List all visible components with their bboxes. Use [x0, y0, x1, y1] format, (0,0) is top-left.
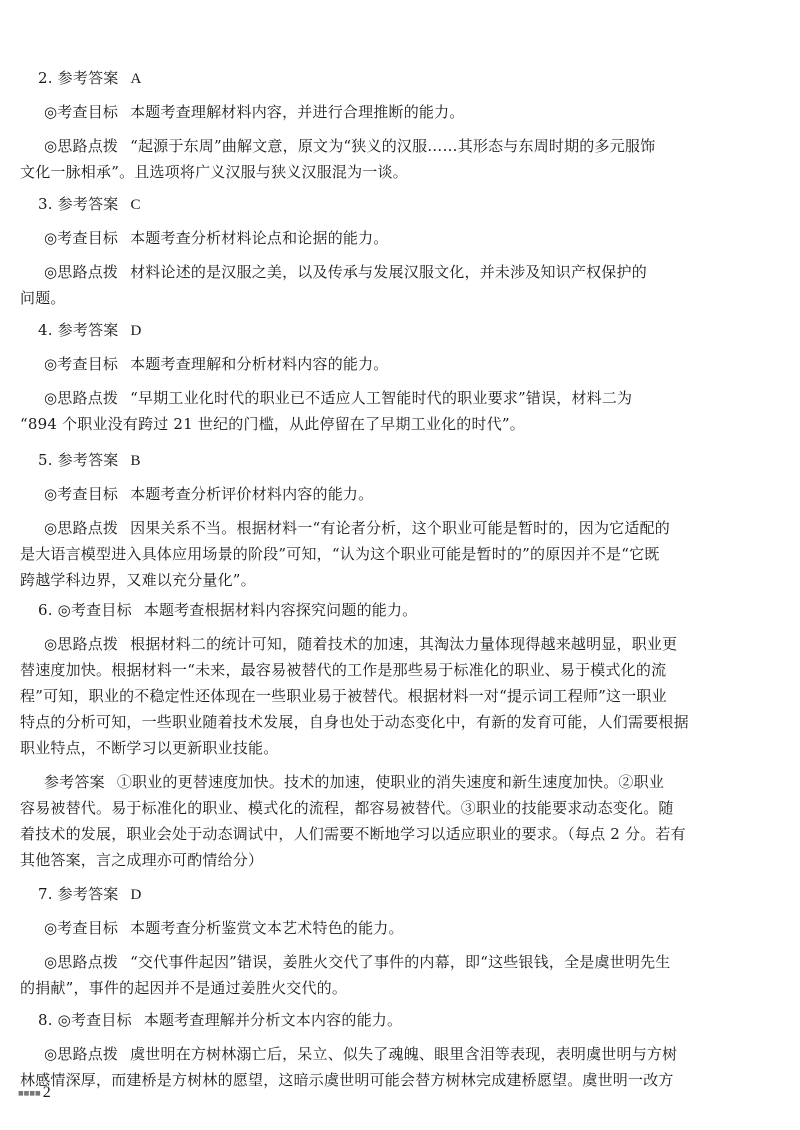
q3-goal-line [44, 228, 389, 248]
q2-answer-line [38, 68, 142, 89]
q5-hint-label: ◎思路点拨 [44, 519, 119, 537]
q4-head: 4. 参考答案 [38, 321, 119, 339]
q3-head: 3. 参考答案 [38, 195, 119, 213]
q5-goal-line [44, 484, 373, 504]
q6-hint-line [44, 634, 677, 654]
q8-hint-label: ◎思路点拨 [44, 1045, 119, 1063]
q6-answer-line [44, 772, 664, 792]
q7-hint-line [44, 952, 671, 972]
q7-hint-l1: “交代事件起因”错误，姜胜火交代了事件的内幕，即“这些银钱，全是虞世明先生 [130, 953, 671, 971]
q6-hint-l4: 特点的分析可知，一些职业随着技术发展，自身也处于动态变化中，有新的发育可能，人们需要根据 [20, 713, 689, 731]
q4-hint-label: ◎思路点拨 [44, 389, 119, 407]
q3-answer-line [38, 194, 141, 215]
q4-hint-l1: “早期工业化时代的职业已不适应人工智能时代的职业要求”错误，材料二为 [130, 389, 633, 407]
q5-hint-line [44, 518, 670, 538]
q5-goal: 本题考查分析评价材料内容的能力。 [130, 485, 374, 503]
q3-answer: C [130, 197, 141, 213]
q6-goal-line [38, 600, 417, 620]
q2-hint-l1: “起源于东周”曲解文意，原文为“狭义的汉服……其形态与东周时期的多元服饰 [130, 137, 656, 155]
q2-goal-label: ◎考查目标 [44, 103, 119, 121]
q4-hint-line [44, 388, 632, 408]
q6-ans-l3: 着技术的发展，职业会处于动态调试中，人们需要不断地学习以适应职业的要求。（每点 2 分。若有 [20, 825, 686, 843]
q6-hint-l1: 根据材料二的统计可知，随着技术的加速，其淘汰力量体现得越来越明显，职业更 [130, 635, 678, 653]
q6-hint-l3: 程”可知，职业的不稳定性还体现在一些职业易于被替代。根据材料一对“提示词工程师”这一职业 [20, 687, 667, 705]
q4-answer-line [38, 320, 142, 341]
q8-goal-line [38, 1010, 402, 1030]
q2-hint-l2: 文化一脉相承”。且选项将广义汉服与狭义汉服混为一谈。 [20, 163, 408, 181]
q5-head: 5. 参考答案 [38, 451, 119, 469]
q4-goal-line [44, 354, 389, 374]
q3-hint-l1: 材料论述的是汉服之美，以及传承与发展汉服文化，并未涉及知识产权保护的 [130, 263, 647, 281]
q3-goal: 本题考查分析材料论点和论据的能力。 [130, 229, 389, 247]
q3-goal-label: ◎考查目标 [44, 229, 119, 247]
q6-hint-l2: 替速度加快。根据材料一“未来，最容易被替代的工作是那些易于标准化的职业、易于模式化的流 [20, 661, 667, 679]
q6-head: 6. ◎考查目标 [38, 601, 132, 619]
q7-goal: 本题考查分析鉴赏文本艺术特色的能力。 [130, 919, 404, 937]
q7-goal-line [44, 918, 404, 938]
q5-answer: B [130, 453, 141, 469]
q2-answer: A [130, 71, 142, 87]
q3-hint-l2: 问题。 [20, 289, 66, 307]
q6-ans-label: 参考答案 [44, 773, 105, 791]
footer-mark: ■■■■ [18, 1089, 41, 1097]
q7-head: 7. 参考答案 [38, 885, 119, 903]
q5-hint-l3: 跨越学科边界，又难以充分量化”。 [20, 571, 256, 589]
q7-goal-label: ◎考查目标 [44, 919, 119, 937]
q7-hint-l2: 的捐献”，事件的起因并不是通过姜胜火交代的。 [20, 979, 348, 997]
q5-hint-l2: 是大语言模型进入具体应用场景的阶段”可知，“认为这个职业可能是暂时的”的原因并不是“它既 [20, 545, 660, 563]
q5-goal-label: ◎考查目标 [44, 485, 119, 503]
q7-hint-label: ◎思路点拨 [44, 953, 119, 971]
q8-hint-l1: 虞世明在方树林溺亡后，呆立、似失了魂魄、眼里含泪等表现，表明虞世明与方树 [130, 1045, 678, 1063]
q6-ans-l2: 容易被替代。易于标准化的职业、模式化的流程，都容易被替代。③职业的技能要求动态变化。随 [20, 799, 674, 817]
q5-answer-line [38, 450, 141, 471]
q8-head: 8. ◎考查目标 [38, 1011, 132, 1029]
q5-hint-l1: 因果关系不当。根据材料一“有论者分析，这个职业可能是暂时的，因为它适配的 [130, 519, 670, 537]
q6-ans-l4: 其他答案，言之成理亦可酌情给分） [20, 851, 264, 869]
q4-goal: 本题考查理解和分析材料内容的能力。 [130, 355, 389, 373]
q7-answer: D [130, 887, 142, 903]
q4-goal-label: ◎考查目标 [44, 355, 119, 373]
q6-hint-label: ◎思路点拨 [44, 635, 119, 653]
q3-hint-line [44, 262, 647, 282]
q3-hint-label: ◎思路点拨 [44, 263, 119, 281]
q8-hint-l2: 林感情深厚，而建桥是方树林的愿望，这暗示虞世明可能会替方树林完成建桥愿望。虞世明一改方 [20, 1071, 674, 1089]
q2-goal-line [44, 102, 465, 122]
q6-hint-l5: 职业特点，不断学习以更新职业技能。 [20, 739, 279, 757]
page-number-value: 2 [42, 1084, 51, 1101]
q7-answer-line [38, 884, 142, 905]
q6-ans-l1: ①职业的更替速度加快。技术的加速，使职业的消失速度和新生速度加快。②职业 [116, 773, 665, 791]
page-number [18, 1084, 51, 1102]
q8-goal: 本题考查理解并分析文本内容的能力。 [143, 1011, 403, 1029]
q2-goal: 本题考查理解材料内容，并进行合理推断的能力。 [130, 103, 465, 121]
q4-hint-l2: “894 个职业没有跨过 21 世纪的门槛，从此停留在了早期工业化的时代”。 [20, 415, 525, 433]
q2-hint-label: ◎思路点拨 [44, 137, 119, 155]
q6-goal: 本题考查根据材料内容探究问题的能力。 [143, 601, 418, 619]
q4-answer: D [130, 323, 142, 339]
q2-hint-line [44, 136, 655, 156]
q2-head: 2. 参考答案 [38, 69, 119, 87]
q8-hint-line [44, 1044, 677, 1064]
